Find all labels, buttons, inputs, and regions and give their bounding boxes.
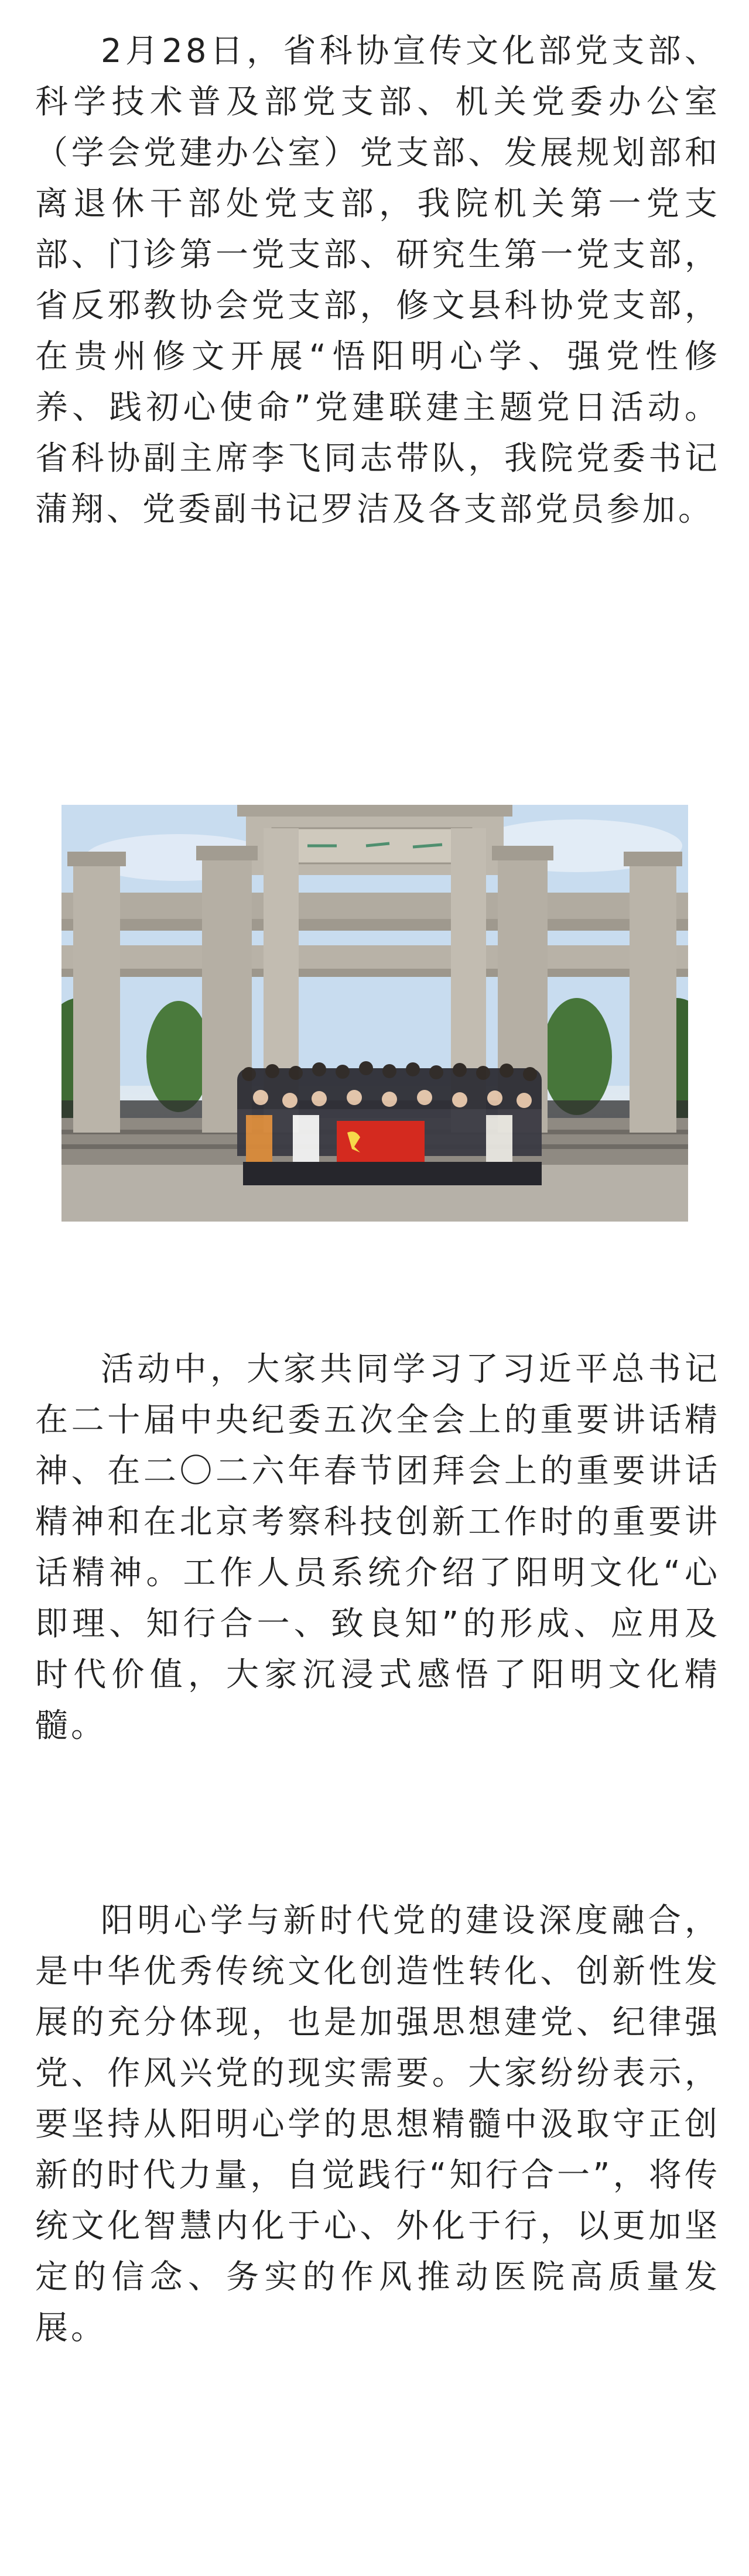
paragraph-conclusion: 阳明心学与新时代党的建设深度融合，是中华优秀传统文化创造性转化、创新性发展的充分体现，也是加强思想建党、纪律强党、作风兴党的现实需要。大家纷纷表示，要坚持从阳明心学的思想精髓中汲取守正创新的时代力量，自觉践行“知行合一”，将传统文化智慧内化于心、外化于行，以更加坚定的信念、务实的作风推动医院高质量发展。 (35, 1902, 720, 2347)
paragraph-intro: 2月28日，省科协宣传文化部党支部、科学技术普及部党支部、机关党委办公室（学会党建办公室）党支部、发展规划部和离退休干部处党支部，我院机关第一党支部、门诊第一党支部、研究生第一党支部，省反邪教协会党支部，修文县科协党支部，在贵州修文开展“悟阳明心学、强党性修养、践初心使命”党建联建主题党日活动。省科协副主席李飞同志带队，我院党委书记蒲翔、党委副书记罗洁及各支部党员参加。 (35, 32, 720, 529)
paragraph-activity: 活动中，大家共同学习了习近平总书记在二十届中央纪委五次全会上的重要讲话精神、在二〇二六年春节团拜会上的重要讲话精神和在北京考察科技创新工作时的重要讲话精神。工作人员系统介绍了阳明文化“心即理、知行合一、致良知”的形成、应用及时代价值，大家沉浸式感悟了阳明文化精髓。 (35, 1350, 720, 1745)
photo-illustration (61, 805, 688, 1222)
group-photo (61, 805, 688, 1222)
